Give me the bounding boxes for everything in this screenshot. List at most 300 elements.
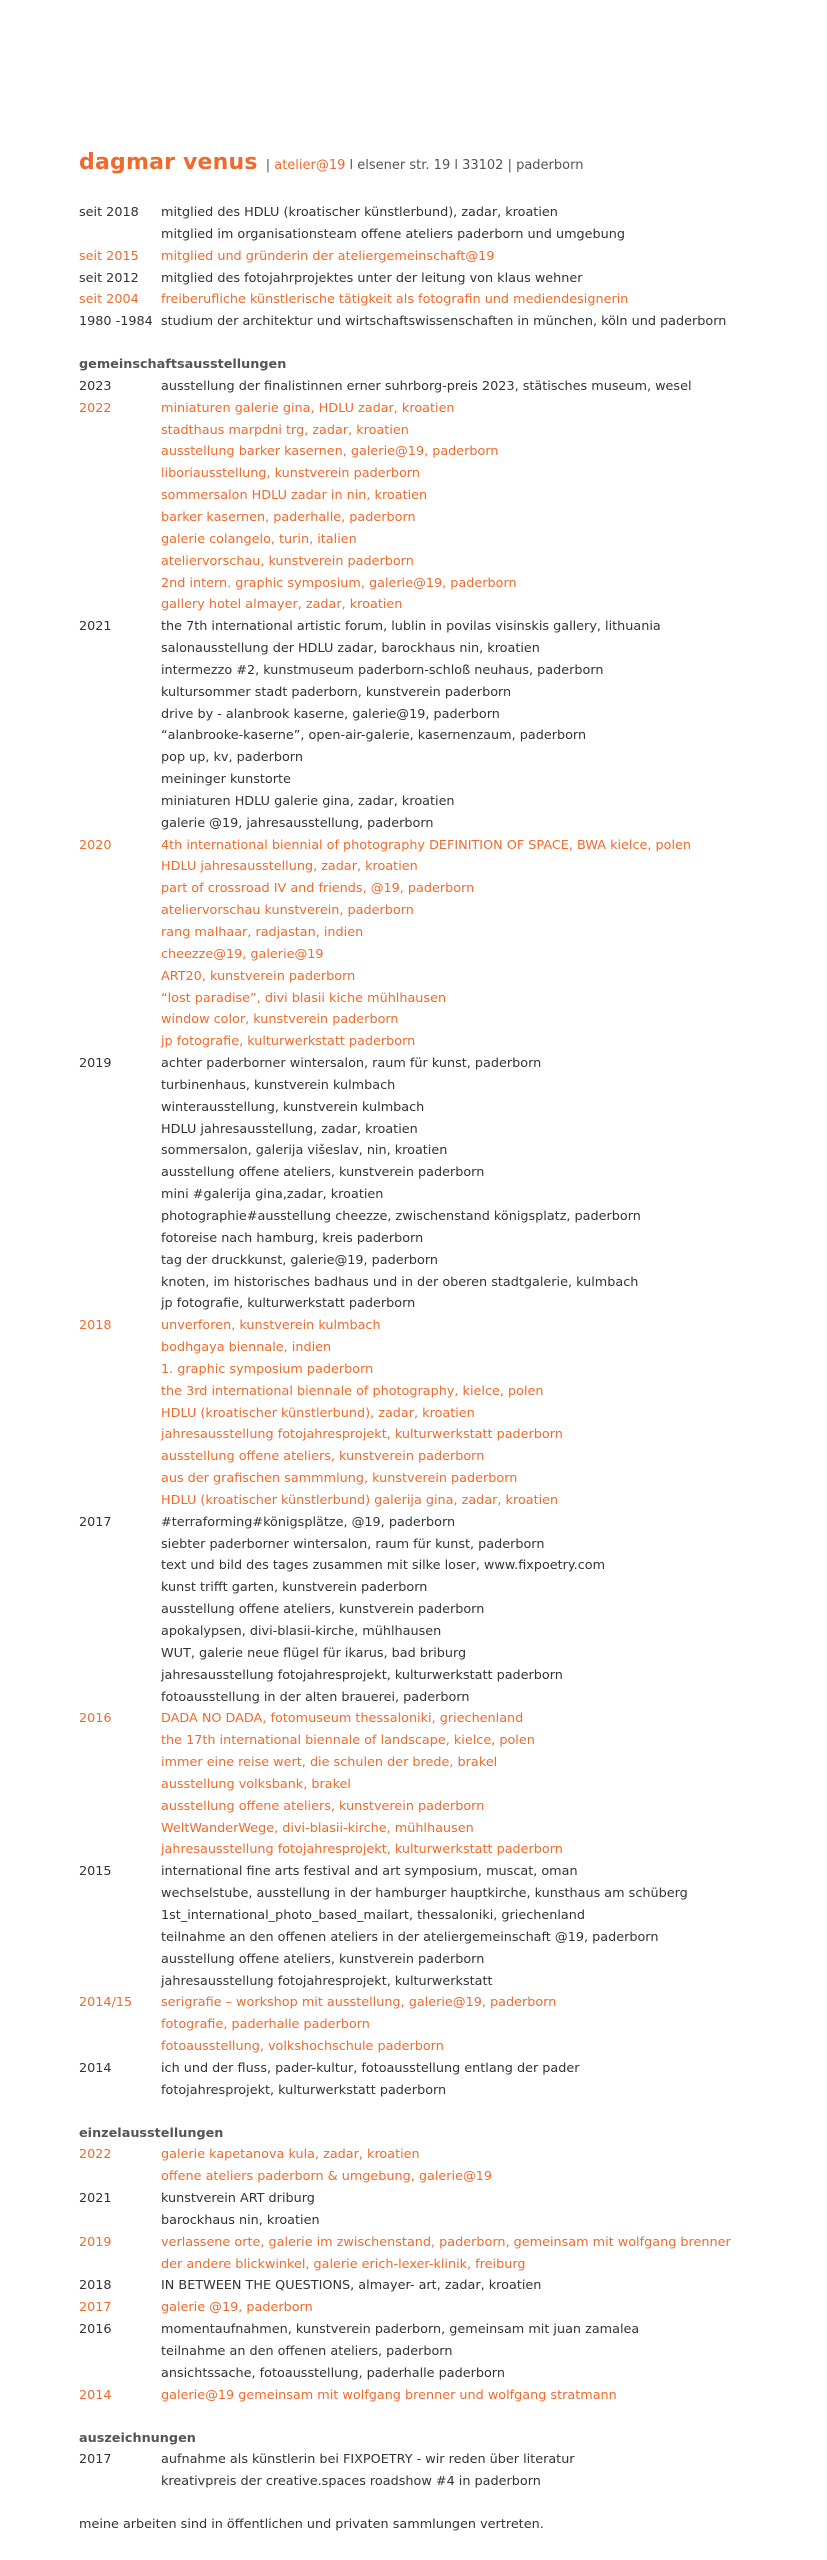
entry-text: mitglied und gründerin der ateliergemeinschaft@19 [161, 248, 495, 264]
cv-entry [79, 1490, 799, 1512]
entry-text: ausstellung barker kasernen, galerie@19, paderborn [161, 444, 499, 460]
entry-text: galerie kapetanova kula, zadar, kroatien [161, 2147, 420, 2163]
entry-text: text und bild des tages zusammen mit silke loser, www.fixpoetry.com [161, 1558, 606, 1574]
entry-year [79, 1752, 161, 1774]
cv-entry [79, 988, 799, 1010]
entry-year: seit 2012 [79, 270, 139, 286]
entry-year [79, 1818, 161, 1840]
entry-text: fotoausstellung in der alten brauerei, paderborn [161, 1689, 470, 1705]
entry-year: 2021 [79, 2191, 112, 2207]
entry-year: 2016 [79, 2322, 112, 2338]
cv-entry [79, 1053, 799, 1075]
cv-entry [79, 1577, 799, 1599]
entry-text: bodhgaya biennale, indien [161, 1340, 332, 1356]
entry-text: galerie @19, paderborn [161, 2300, 313, 2316]
entry-year: 2017 [79, 1514, 112, 1530]
entry-text: 4th international biennial of photography DEFINITION OF SPACE, BWA kielce, polen [161, 837, 692, 853]
entry-year [79, 1971, 161, 1993]
entry-text: mitglied des HDLU (kroatischer künstlerbund), zadar, kroatien [161, 205, 558, 220]
cv-entry [79, 1468, 799, 1490]
entry-year [79, 1206, 161, 1228]
cv-entry [79, 1599, 799, 1621]
entry-year: 2019 [79, 1056, 112, 1072]
entry-year [79, 2341, 161, 2363]
cv-entry [79, 2080, 799, 2102]
entry-year [79, 529, 161, 551]
entry-text: ansichtssache, fotoausstellung, paderhalle paderborn [161, 2365, 505, 2381]
cv-entry [79, 1643, 799, 1665]
cv-document [79, 150, 799, 2536]
entry-year [79, 682, 161, 704]
entry-year [79, 1534, 161, 1556]
entry-text: rang malhaar, radjastan, indien [161, 925, 364, 940]
cv-entry [79, 1730, 799, 1752]
cv-entry [79, 1031, 799, 1053]
entry-text: ART20, kunstverein paderborn [161, 968, 356, 984]
entry-year [79, 944, 161, 966]
entry-text: serigrafie – workshop mit ausstellung, galerie@19, paderborn [161, 1995, 557, 2011]
cv-header [79, 150, 799, 180]
cv-entry [79, 1971, 799, 1993]
entry-text: galerie @19, jahresausstellung, paderborn [161, 815, 434, 831]
entry-year [79, 856, 161, 878]
entry-text: jp fotografie, kulturwerkstatt paderborn [161, 1296, 416, 1312]
cv-entry [79, 1818, 799, 1840]
entry-year [79, 1599, 161, 1621]
entry-year [79, 485, 161, 507]
cv-entry [79, 2363, 799, 2385]
cv-entry [79, 747, 799, 769]
cv-entry [79, 2058, 799, 2080]
entry-text: DADA NO DADA, fotomuseum thessaloniki, griechenland [161, 1711, 524, 1727]
entry-year [79, 769, 161, 791]
entry-year [79, 573, 161, 595]
header-contact [266, 158, 584, 173]
entry-text: cheezze@19, galerie@19 [161, 946, 324, 962]
entry-year: 2022 [79, 400, 112, 416]
entry-year [79, 704, 161, 726]
entry-text: HDLU jahresausstellung, zadar, kroatien [161, 859, 418, 875]
entry-year: 2018 [79, 1318, 112, 1334]
cv-entry [79, 1381, 799, 1403]
entry-year: 2022 [79, 2147, 112, 2163]
cv-entry [79, 616, 799, 638]
entry-text: window color, kunstverein paderborn [161, 1012, 399, 1028]
cv-entry [79, 878, 799, 900]
entry-year [79, 1490, 161, 1512]
entry-text: der andere blickwinkel, galerie erich-lexer-klinik, freiburg [161, 2256, 526, 2272]
entry-year [79, 922, 161, 944]
cv-entry [79, 2232, 799, 2254]
entry-year: seit 2018 [79, 205, 139, 220]
entry-text: miniaturen HDLU galerie gina, zadar, kroatien [161, 793, 455, 809]
entry-year [79, 1272, 161, 1294]
cv-entry [79, 2144, 799, 2166]
entry-text: gallery hotel almayer, zadar, kroatien [161, 597, 403, 613]
entry-text: apokalypsen, divi-blasii-kirche, mühlhausen [161, 1624, 442, 1639]
entry-year [79, 878, 161, 900]
entry-year [79, 2080, 161, 2102]
entry-year [79, 2254, 161, 2276]
cv-entry [79, 485, 799, 507]
cv-entry [79, 311, 799, 333]
entry-year [79, 813, 161, 835]
entry-year [79, 900, 161, 922]
cv-entry [79, 1796, 799, 1818]
entry-year [79, 1031, 161, 1053]
entry-year: seit 2004 [79, 292, 139, 308]
entry-year: 2014/15 [79, 1995, 133, 2011]
cv-entry [79, 1839, 799, 1861]
entry-year [79, 1162, 161, 1184]
entry-year [79, 1643, 161, 1665]
entry-text: teilnahme an den offenen ateliers in der ateliergemeinschaft @19, paderborn [161, 1929, 659, 1945]
section-title: auszeichnungen [79, 2430, 196, 2446]
entry-year [79, 1687, 161, 1709]
entry-text: jahresausstellung fotojahresprojekt, kulturwerkstatt paderborn [161, 1427, 563, 1443]
entry-text: fotoausstellung, volkshochschule paderborn [161, 2039, 444, 2055]
cv-entry [79, 966, 799, 988]
cv-entry [79, 813, 799, 835]
cv-entry [79, 246, 799, 268]
entry-year [79, 747, 161, 769]
cv-entry [79, 529, 799, 551]
cv-sections [79, 333, 799, 2493]
entry-year [79, 1009, 161, 1031]
cv-entry [79, 1009, 799, 1031]
cv-entry [79, 1272, 799, 1294]
entry-text: intermezzo #2, kunstmuseum paderborn-schloß neuhaus, paderborn [161, 662, 604, 678]
entry-year: 2017 [79, 2452, 112, 2468]
cv-entry [79, 1206, 799, 1228]
entry-year [79, 1097, 161, 1119]
cv-entry [79, 1140, 799, 1162]
entry-year: 2017 [79, 2300, 112, 2316]
entry-text: sommersalon HDLU zadar in nin, kroatien [161, 488, 428, 504]
entry-text: stadthaus marpdni trg, zadar, kroatien [161, 422, 409, 438]
atelier-name: atelier@19 [274, 158, 346, 173]
entry-year: 2020 [79, 837, 112, 853]
entry-year [79, 2166, 161, 2188]
entry-year [79, 1468, 161, 1490]
entry-text: IN BETWEEN THE QUESTIONS, almayer- art, zadar, kroatien [161, 2278, 542, 2294]
cv-entry [79, 1927, 799, 1949]
cv-entry [79, 1293, 799, 1315]
cv-entry [79, 2275, 799, 2297]
entry-year [79, 988, 161, 1010]
entry-text: drive by - alanbrook kaserne, galerie@19, paderborn [161, 706, 500, 722]
entry-year [79, 638, 161, 660]
entry-year: 2018 [79, 2278, 112, 2294]
entry-year [79, 1075, 161, 1097]
cv-entry [79, 376, 799, 398]
cv-entry [79, 1992, 799, 2014]
entry-text: 1st_international_photo_based_mailart, thessaloniki, griechenland [161, 1907, 585, 1923]
entry-text: fotojahresprojekt, kulturwerkstatt paderborn [161, 2082, 447, 2098]
entry-year: 1980 -1984 [79, 314, 153, 330]
entry-text: photographie#ausstellung cheezze, zwischenstand königsplatz, paderborn [161, 1208, 641, 1224]
cv-entry [79, 1883, 799, 1905]
entry-year [79, 1228, 161, 1250]
entry-text: WUT, galerie neue flügel für ikarus, bad briburg [161, 1645, 467, 1661]
entry-text: ateliervorschau kunstverein, paderborn [161, 903, 414, 919]
entry-text: aus der grafischen sammmlung, kunstverein paderborn [161, 1471, 518, 1487]
cv-entry [79, 1250, 799, 1272]
entry-text: freiberufliche künstlerische tätigkeit als fotografin und mediendesignerin [161, 292, 629, 308]
entry-text: 1. graphic symposium paderborn [161, 1361, 374, 1377]
entry-year: seit 2015 [79, 248, 139, 264]
artist-name: dagmar venus [79, 150, 258, 175]
entry-text: the 3rd international biennale of photography, kielce, polen [161, 1383, 544, 1399]
cv-entry [79, 1534, 799, 1556]
cv-entry [79, 1403, 799, 1425]
cv-entry [79, 398, 799, 420]
entry-text: ausstellung volksbank, brakel [161, 1776, 351, 1792]
entry-text: immer eine reise wert, die schulen der brede, brakel [161, 1755, 498, 1771]
cv-entry [79, 594, 799, 616]
cv-entry [79, 551, 799, 573]
entry-year [79, 1119, 161, 1141]
cv-entry [79, 1446, 799, 1468]
entry-year [79, 2363, 161, 2385]
cv-entry [79, 1687, 799, 1709]
entry-text: mitglied im organisationsteam offene ateliers paderborn und umgebung [161, 226, 625, 242]
cv-entry [79, 1424, 799, 1446]
cv-entry [79, 463, 799, 485]
entry-text: jahresausstellung fotojahresprojekt, kulturwerkstatt paderborn [161, 1667, 563, 1683]
cv-entry [79, 2036, 799, 2058]
cv-entry [79, 2166, 799, 2188]
entry-text: the 7th international artistic forum, lublin in povilas visinskis gallery, lithuania [161, 619, 661, 635]
entry-text: the 17th international biennale of landscape, kielce, polen [161, 1733, 535, 1749]
cv-entry [79, 1555, 799, 1577]
entry-year [79, 463, 161, 485]
entry-year [79, 1140, 161, 1162]
cv-entry [79, 224, 799, 246]
entry-text: kunstverein ART driburg [161, 2191, 315, 2207]
entry-text: teilnahme an den offenen ateliers, paderborn [161, 2344, 453, 2359]
entry-text: unverforen, kunstverein kulmbach [161, 1318, 381, 1334]
entry-text: jahresausstellung fotojahresprojekt, kulturwerkstatt [161, 1973, 493, 1989]
cv-entry [79, 1315, 799, 1337]
entry-text: ausstellung offene ateliers, kunstverein paderborn [161, 1798, 485, 1814]
cv-entry [79, 791, 799, 813]
entry-text: mini #galerija gina,zadar, kroatien [161, 1187, 384, 1203]
entry-text: fotoreise nach hamburg, kreis paderborn [161, 1230, 424, 1246]
entry-year [79, 1555, 161, 1577]
cv-entry [79, 1119, 799, 1141]
entry-text: HDLU (kroatischer künstlerbund) galerija gina, zadar, kroatien [161, 1492, 559, 1508]
entry-text: fotografie, paderhalle paderborn [161, 2017, 370, 2033]
entry-year [79, 1774, 161, 1796]
entry-year: 2014 [79, 2060, 112, 2076]
entry-year [79, 1577, 161, 1599]
entry-year [79, 791, 161, 813]
header-address: l elsener str. 19 l 33102 | paderborn [349, 158, 584, 173]
cv-entry [79, 900, 799, 922]
cv-entry [79, 1162, 799, 1184]
entry-text: salonausstellung der HDLU zadar, barockhaus nin, kroatien [161, 641, 540, 657]
cv-entry [79, 1337, 799, 1359]
entry-year [79, 594, 161, 616]
cv-entry [79, 1075, 799, 1097]
entry-text: meininger kunstorte [161, 772, 291, 788]
entry-year [79, 1184, 161, 1206]
entry-text: aufnahme als künstlerin bei FIXPOETRY - wir reden über literatur [161, 2452, 575, 2468]
entry-text: siebter paderborner wintersalon, raum für kunst, paderborn [161, 1536, 545, 1552]
entry-year [79, 660, 161, 682]
entry-text: liboriausstellung, kunstverein paderborn [161, 466, 420, 482]
intro-list [79, 202, 799, 333]
entry-year [79, 1839, 161, 1861]
entry-year [79, 420, 161, 442]
entry-text: jahresausstellung fotojahresprojekt, kulturwerkstatt paderborn [161, 1842, 563, 1858]
entry-year: 2021 [79, 619, 112, 635]
entry-year [79, 507, 161, 529]
cv-entry [79, 944, 799, 966]
cv-entry [79, 638, 799, 660]
entry-year: 2023 [79, 378, 112, 394]
cv-entry [79, 769, 799, 791]
entry-year [79, 1446, 161, 1468]
entry-text: kreativpreis der creative.spaces roadshow #4 in paderborn [161, 2474, 541, 2490]
entry-year [79, 1730, 161, 1752]
entry-text: jp fotografie, kulturwerkstatt paderborn [161, 1034, 416, 1050]
entry-year [79, 551, 161, 573]
cv-entry [79, 1621, 799, 1643]
entry-year [79, 1250, 161, 1272]
entry-year [79, 224, 161, 246]
cv-entry [79, 2471, 799, 2493]
entry-year: 2014 [79, 2387, 112, 2403]
cv-entry [79, 2449, 799, 2471]
entry-year: 2019 [79, 2234, 112, 2250]
entry-year [79, 2471, 161, 2493]
entry-text: barockhaus nin, kroatien [161, 2212, 320, 2228]
cv-entry [79, 1228, 799, 1250]
cv-entry [79, 1752, 799, 1774]
cv-entry [79, 856, 799, 878]
entry-text: winterausstellung, kunstverein kulmbach [161, 1099, 425, 1115]
header-separator: | [265, 158, 271, 173]
entry-text: pop up, kv, paderborn [161, 750, 303, 766]
entry-year [79, 1381, 161, 1403]
entry-text: HDLU (kroatischer künstlerbund), zadar, kroatien [161, 1405, 475, 1421]
entry-year [79, 1293, 161, 1315]
entry-text: kultursommer stadt paderborn, kunstverein paderborn [161, 684, 512, 700]
cv-entry [79, 1774, 799, 1796]
cv-entry [79, 1861, 799, 1883]
entry-text: ausstellung offene ateliers, kunstverein paderborn [161, 1602, 485, 1618]
entry-text: achter paderborner wintersalon, raum für kunst, paderborn [161, 1056, 542, 1072]
cv-entry [79, 2319, 799, 2341]
entry-text: knoten, im historisches badhaus und in der oberen stadtgalerie, kulmbach [161, 1274, 639, 1290]
entry-text: studium der architektur und wirtschaftswissenschaften in münchen, köln und paderborn [161, 314, 727, 330]
entry-text: turbinenhaus, kunstverein kulmbach [161, 1077, 396, 1093]
entry-year [79, 1359, 161, 1381]
cv-entry [79, 289, 799, 311]
cv-entry [79, 2254, 799, 2276]
cv-entry [79, 1905, 799, 1927]
cv-entry [79, 2385, 799, 2407]
cv-entry [79, 1184, 799, 1206]
entry-year [79, 2036, 161, 2058]
entry-year [79, 1883, 161, 1905]
cv-entry [79, 1708, 799, 1730]
collections-note: meine arbeiten sind in öffentlichen und privaten sammlungen vertreten. [79, 2517, 544, 2533]
cv-entry [79, 420, 799, 442]
entry-text: #terraforming#königsplätze, @19, paderborn [161, 1514, 456, 1530]
entry-year [79, 966, 161, 988]
cv-entry [79, 2210, 799, 2232]
entry-year: 2016 [79, 1711, 112, 1727]
entry-year [79, 2014, 161, 2036]
entry-year [79, 1949, 161, 1971]
entry-text: sommersalon, galerija višeslav, nin, kroatien [161, 1143, 448, 1159]
entry-year [79, 1621, 161, 1643]
entry-text: ausstellung offene ateliers, kunstverein paderborn [161, 1951, 485, 1967]
entry-text: miniaturen galerie gina, HDLU zadar, kroatien [161, 400, 455, 416]
entry-text: mitglied des fotojahrprojektes unter der leitung von klaus wehner [161, 270, 583, 286]
cv-entry [79, 1949, 799, 1971]
entry-year [79, 2210, 161, 2232]
entry-text: galerie colangelo, turin, italien [161, 531, 357, 547]
entry-text: ich und der fluss, pader-kultur, fotoausstellung entlang der pader [161, 2060, 580, 2076]
entry-text: part of crossroad IV and friends, @19, paderborn [161, 881, 475, 897]
section-title: einzelausstellungen [79, 2125, 224, 2141]
entry-text: ateliervorschau, kunstverein paderborn [161, 553, 414, 569]
entry-year [79, 1337, 161, 1359]
entry-text: 2nd intern. graphic symposium, galerie@19, paderborn [161, 575, 517, 591]
entry-text: galerie@19 gemeinsam mit wolfgang brenner und wolfgang stratmann [161, 2387, 617, 2403]
entry-year: 2015 [79, 1864, 112, 1880]
cv-entry [79, 682, 799, 704]
cv-entry [79, 1359, 799, 1381]
entry-text: momentaufnahmen, kunstverein paderborn, gemeinsam mit juan zamalea [161, 2322, 640, 2338]
entry-year [79, 1927, 161, 1949]
entry-year [79, 725, 161, 747]
entry-text: “lost paradise”, divi blasii kiche mühlhausen [161, 990, 447, 1006]
cv-entry [79, 922, 799, 944]
cv-entry [79, 2297, 799, 2319]
entry-year [79, 441, 161, 463]
entry-year [79, 1424, 161, 1446]
entry-text: HDLU jahresausstellung, zadar, kroatien [161, 1121, 418, 1137]
cv-entry [79, 573, 799, 595]
entry-year [79, 1403, 161, 1425]
entry-text: international fine arts festival and art symposium, muscat, oman [161, 1864, 578, 1880]
cv-entry [79, 660, 799, 682]
cv-entry [79, 1665, 799, 1687]
cv-entry [79, 1512, 799, 1534]
entry-text: WeltWanderWege, divi-blasii-kirche, mühlhausen [161, 1820, 474, 1836]
cv-entry [79, 725, 799, 747]
entry-text: ausstellung der finalistinnen erner suhrborg-preis 2023, stätisches museum, wesel [161, 378, 692, 394]
entry-year [79, 1905, 161, 1927]
cv-entry [79, 835, 799, 857]
entry-text: barker kasernen, paderhalle, paderborn [161, 509, 416, 525]
entry-text: kunst trifft garten, kunstverein paderborn [161, 1580, 428, 1596]
entry-year [79, 1796, 161, 1818]
cv-entry [79, 2014, 799, 2036]
cv-entry [79, 441, 799, 463]
entry-text: tag der druckkunst, galerie@19, paderborn [161, 1252, 438, 1268]
entry-year [79, 1665, 161, 1687]
entry-text: offene ateliers paderborn & umgebung, galerie@19 [161, 2169, 493, 2185]
section-title: gemeinschaftsausstellungen [79, 357, 287, 373]
entry-text: ausstellung offene ateliers, kunstverein paderborn [161, 1165, 485, 1181]
cv-entry [79, 2341, 799, 2363]
